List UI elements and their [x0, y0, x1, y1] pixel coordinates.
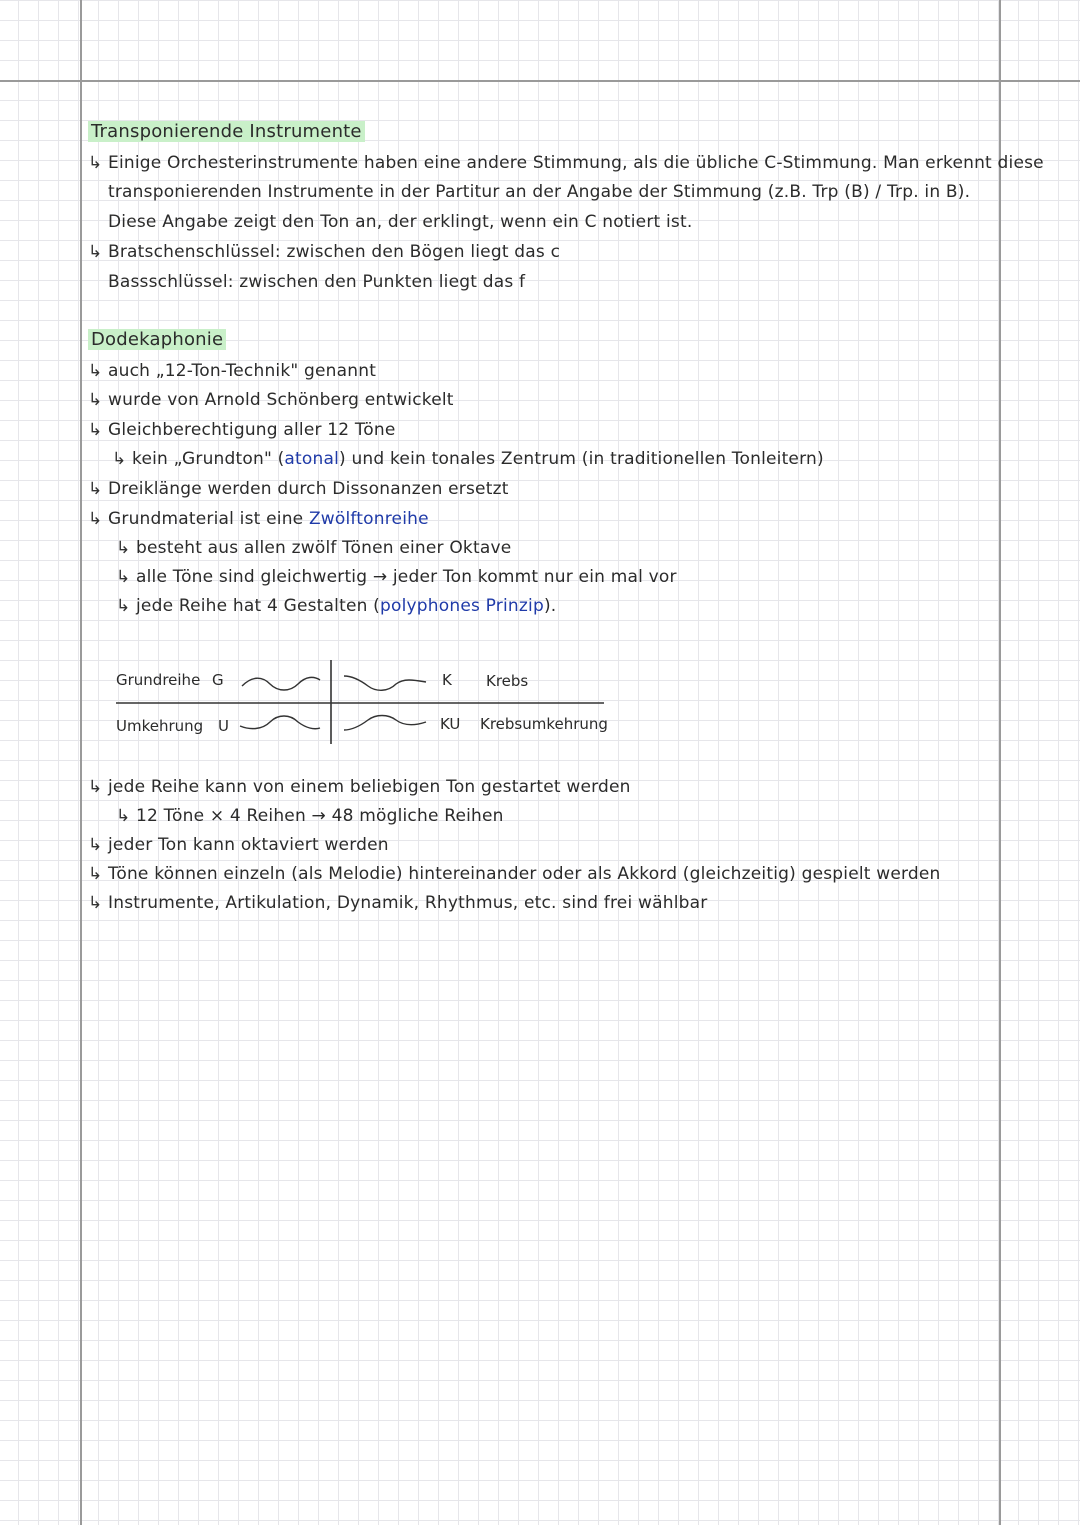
note-text-blue: Zwölftonreihe: [308, 509, 429, 529]
bullet-arrow-icon: ↳: [88, 864, 103, 884]
left-margin-line: [80, 0, 82, 1525]
section-heading-dodekaphonie: [88, 329, 226, 351]
note-line: [108, 181, 970, 203]
note-text-blue: atonal: [284, 449, 340, 469]
label-k: K: [442, 671, 452, 689]
note-line: [112, 448, 824, 470]
note-line: [88, 478, 509, 500]
bullet-arrow-icon: ↳: [88, 835, 103, 855]
note-text: alle Töne sind gleichwertig → jeder Ton kommt nur ein mal vor: [136, 567, 677, 587]
grundreihe-curve: [242, 677, 320, 690]
bullet-arrow-icon: ↳: [116, 567, 131, 587]
note-line: [88, 892, 707, 914]
note-text: Instrumente, Artikulation, Dynamik, Rhythmus, etc. sind frei wählbar: [108, 893, 708, 913]
note-line: [108, 271, 525, 293]
bullet-arrow-icon: ↳: [88, 361, 103, 381]
heading-text: Dodekaphonie: [88, 329, 226, 350]
note-text: Diese Angabe zeigt den Ton an, der erklingt, wenn ein C notiert ist.: [108, 212, 693, 232]
section-heading-transponierende: [88, 121, 365, 143]
bullet-arrow-icon: ↳: [88, 390, 103, 410]
note-line: [88, 389, 454, 411]
note-line: [116, 566, 677, 588]
note-text: auch „12-Ton-Technik" genannt: [108, 361, 377, 381]
right-margin-line: [999, 0, 1001, 1525]
note-text: transponierenden Instrumente in der Partitur an der Angabe der Stimmung (z.B. Trp (B) / Trp. in B).: [108, 182, 971, 202]
heading-text: Transponierende Instrumente: [88, 121, 365, 142]
note-text: ).: [543, 596, 557, 616]
bullet-arrow-icon: ↳: [88, 242, 103, 262]
bullet-arrow-icon: ↳: [88, 777, 103, 797]
note-text: kein „Grundton" (: [132, 449, 285, 469]
note-text: Bassschlüssel: zwischen den Punkten liegt das f: [108, 272, 526, 292]
bullet-arrow-icon: ↳: [88, 893, 103, 913]
note-text: besteht aus allen zwölf Tönen einer Oktave: [136, 538, 512, 558]
note-line: [88, 776, 631, 798]
note-line: [116, 805, 504, 827]
bullet-arrow-icon: ↳: [88, 153, 103, 173]
note-text: Töne können einzeln (als Melodie) hintereinander oder als Akkord (gleichzeitig) gespielt werden: [108, 864, 941, 884]
note-text: Einige Orchesterinstrumente haben eine andere Stimmung, als die übliche C-Stimmung. Man erkennt diese: [108, 153, 1044, 173]
note-text: Bratschenschlüssel: zwischen den Bögen liegt das c: [108, 242, 561, 262]
note-text: Dreiklänge werden durch Dissonanzen ersetzt: [108, 479, 509, 499]
label-krebsumkehrung: Krebsumkehrung: [480, 715, 608, 733]
note-text: wurde von Arnold Schönberg entwickelt: [108, 390, 454, 410]
label-g: G: [212, 671, 224, 689]
bullet-arrow-icon: ↳: [116, 538, 131, 558]
krebs-curve: [344, 676, 426, 690]
note-line: [88, 152, 1044, 174]
bullet-arrow-icon: ↳: [88, 509, 103, 529]
umkehrung-curve: [240, 716, 320, 729]
label-ku: KU: [440, 715, 461, 733]
note-text: ) und kein tonales Zentrum (in traditionellen Tonleitern): [339, 449, 824, 469]
label-grundreihe: Grundreihe: [116, 671, 201, 689]
bullet-arrow-icon: ↳: [88, 479, 103, 499]
note-text: Gleichberechtigung aller 12 Töne: [108, 420, 396, 440]
note-line: [116, 595, 556, 617]
note-text: jeder Ton kann oktaviert werden: [108, 835, 389, 855]
note-line: [88, 508, 429, 530]
note-text: Grundmaterial ist eine: [108, 509, 309, 529]
bullet-arrow-icon: ↳: [116, 806, 131, 826]
note-line: [88, 241, 560, 263]
label-krebs: Krebs: [486, 672, 529, 690]
bullet-arrow-icon: ↳: [88, 420, 103, 440]
krebsumkehrung-curve: [344, 716, 426, 731]
note-line: [88, 419, 396, 441]
note-text: jede Reihe kann von einem beliebigen Ton gestartet werden: [108, 777, 631, 797]
note-line: [108, 211, 692, 233]
note-text-blue: polyphones Prinzip: [380, 596, 544, 616]
note-line: [88, 863, 941, 885]
note-line: [88, 360, 376, 382]
label-u: U: [218, 717, 229, 735]
top-margin-line: [0, 80, 1080, 82]
label-umkehrung: Umkehrung: [116, 717, 204, 735]
note-line: [116, 537, 511, 559]
note-text: jede Reihe hat 4 Gestalten (: [136, 596, 381, 616]
bullet-arrow-icon: ↳: [116, 596, 131, 616]
note-text: 12 Töne × 4 Reihen → 48 mögliche Reihen: [136, 806, 504, 826]
note-line: [88, 834, 389, 856]
bullet-arrow-icon: ↳: [112, 449, 127, 469]
